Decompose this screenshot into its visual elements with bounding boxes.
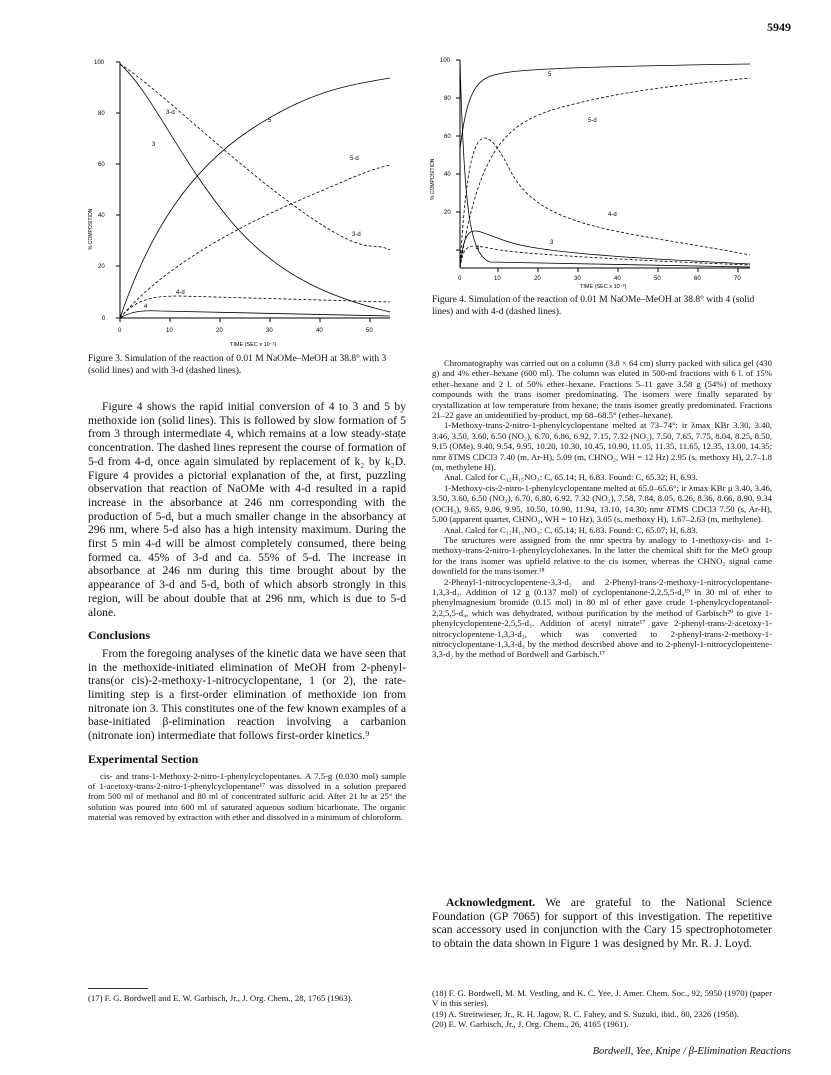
left-footnotes	[88, 988, 406, 1003]
figure-4-plot	[420, 50, 760, 290]
fig3-curve-4	[120, 311, 390, 318]
experimental-paragraph: cis- and trans-1-Methoxy-2-nitro-1-phenylcyclopentanes. A 7.5-g (0.030 mol) sample of 1-acetoxy-trans-2-nitro-1-phenylcyclopentane¹⁷ was dissolved in a solution prepared from 500 ml of methanol and 80 ml of concentrated sulfuric acid. After 21 hr at 25° the solution was poured into 600 ml of saturated aqueous sodium bicarbonate. The organic material was removed by extraction with ether and dissolved in a minimum of chloroform.	[88, 770, 406, 823]
fig4-xtick: 0	[458, 276, 462, 282]
fig3-xtick: 40	[316, 328, 323, 334]
fig4-xtick: 50	[654, 276, 661, 282]
footnote-19: (19) A. Streitwieser, Jr., R. H. Jagow, R. C. Fahey, and S. Suzuki, ibid., 80, 2326 (1958).	[432, 1008, 739, 1019]
fig4-curve-5d	[460, 78, 750, 268]
fig4-ylabel: % COMPOSITION	[430, 158, 436, 200]
analysis-paragraph: Anal. Calcd for C₁₂H₁₅NO₃: C, 65.14; H, 6.83. Found: C, 65.32; H, 6.93.	[444, 472, 698, 483]
fig4-xlabel: TIME (SEC x 10⁻²)	[580, 284, 627, 290]
fig3-xtick: 50	[366, 328, 373, 334]
fig4-ytick: 40	[444, 172, 451, 178]
fig4-ytick: 20	[444, 210, 451, 216]
footnote-17: (17) F. G. Bordwell and E. W. Garbisch, Jr., J. Org. Chem., 28, 1765 (1963).	[88, 993, 353, 1003]
fig4-label: 5-d	[588, 118, 597, 124]
fig4-ytick: 100	[440, 58, 451, 64]
analysis-paragraph: Anal. Calcd for C₁₂H₁₅NO₃: C, 65.14; H, 6.83. Found: C, 65.07; H, 6.83.	[444, 524, 698, 535]
fig3-ytick: 20	[98, 264, 105, 270]
fig4-curve-5	[460, 64, 750, 150]
fig3-curve-5	[120, 78, 390, 318]
fig4-xtick: 30	[574, 276, 581, 282]
conclusions-heading: Conclusions	[88, 628, 151, 643]
fig3-axes	[116, 62, 390, 322]
footnote-rule	[88, 988, 148, 989]
fig4-label: 4	[476, 246, 480, 252]
fig3-ytick: 40	[98, 213, 105, 219]
body-paragraph: From the foregoing analyses of the kinetic data we have seen that in the methoxide-initiated elimination of MeOH from 2-phenyl-trans(or cis)-2-methoxy-1-nitrocyclopentane, 1 (or 2), the rate-limiting step is a first-order elimination of methoxide ion from nitronate ion 3. This constitutes one of the few known examples of a base-initiated β-elimination reaction involving a carbanion (nitronate ion) intermediate that follows first-order kinetics.⁹	[88, 646, 406, 743]
fig4-curve-3d	[460, 246, 750, 268]
deuterated-synthesis-paragraph: 2-Phenyl-1-nitrocyclopentene-3,3-d₂ and 2-Phenyl-trans-2-methoxy-1-nitrocyclopentane-1,3,3-d₃. Addition of 12 g (0.137 mol) of cyclopentanone-2,2,5,5-d₄¹⁹ in 30 ml of ether to phenylmagnesium bromide (0.15 mol) in 80 ml of ether gave crude 1-phenylcyclopentanol-2,2,5,5-d₄, which was dehydrated, without purification by the method of Garbisch²⁰ to give 1-phenylcyclopentene-2,5,5-d₃. Addition of acetyl nitrate¹⁷ gave 2-phenyl-trans-2-acetoxy-1-nitrocyclopentene-1,3,3-d₃, which was converted to 2-phenyl-trans-2-methoxy-1-nitrocyclopentane-1,3,3-d₃ by the method described above and to 2-phenyl-1-nitrocyclopentene-3,3-d₂ by the method of Bordwell and Garbisch.¹⁷	[432, 576, 772, 660]
cis-isomer-paragraph: 1-Methoxy-cis-2-nitro-1-phenylcyclopentane melted at 65.0–65.6°; ir λmax KBr μ 3.40, 3.46, 3.50, 3.60, 6.50 (NO₂), 6.70, 6.80, 6.92, 7.32 (NO₂), 7.58, 7.84, 8.05, 8.26, 8.36, 8.66, 8.90, 9.34 (OCH₃), 9.65, 9.86, 9.95, 10.50, 10.90, 11.94, 13.10, 14.30; nmr δTMS CDCl3 7.50 (s, Ar-H), 5.00 (apparent quartet, CHNO₂, WH = 10 Hz), 3.05 (s, methoxy H), 1.67–2.63 (m, methylene).	[432, 482, 772, 525]
figure-4-caption: Figure 4. Simulation of the reaction of 0.01 M NaOMe–MeOH at 38.8° with 4 (solid lines) and with 4-d (dashed lines).	[432, 295, 755, 317]
fig3-label: 5	[268, 118, 272, 124]
fig4-xtick: 10	[494, 276, 501, 282]
footnote-20: (20) E. W. Garbisch, Jr., J. Org. Chem., 26, 4165 (1961).	[432, 1019, 629, 1030]
trans-isomer-paragraph: 1-Methoxy-trans-2-nitro-1-phenylcyclopentane melted at 73–74°: ir λmax KBr 3.30, 3.40, 3.46, 3.50, 3.60, 6.50 (NO₂), 6.70, 6.86, 6.92, 7.15, 7.32 (NO₂), 7.50, 7.65, 7.75, 8.04, 8.25, 8.50, 9.15 (OMe), 9.40, 9.54, 9.95, 10.20, 10.30, 10.45, 10.90, 11.05, 11.35, 11.65, 12.35, 13.00, 14.35; nmr δTMS CDCl3 7.40 (m, Ar-H), 5.09 (m, CHNO₂, WH = 12 Hz) 2.95 (s, methoxy H), 2.7–1.8 (m, methylene H).	[432, 420, 773, 473]
fig3-xtick: 10	[166, 328, 173, 334]
fig3-curve-3	[120, 64, 390, 312]
fig3-xlabel: TIME (SEC x 10⁻²)	[230, 342, 277, 348]
footnote-18: (18) F. G. Bordwell, M. M. Vestling, and K. C. Yee, J. Amer. Chem. Soc., 92, 5950 (1970) (paper V in this series).	[432, 988, 772, 1009]
fig3-ytick: 80	[98, 111, 105, 117]
fig3-xtick: 30	[266, 328, 273, 334]
fig3-label: 4	[144, 304, 148, 310]
fig3-ytick: 60	[98, 162, 105, 168]
running-footer: Bordwell, Yee, Knipe / β-Elimination Reactions	[592, 1046, 791, 1057]
fig3-xtick: 20	[216, 328, 223, 334]
fig3-label: 3	[152, 142, 156, 148]
fig3-label: 5-d	[350, 156, 359, 162]
fig4-label: 3	[550, 240, 554, 246]
figure-3-plot	[80, 50, 400, 350]
fig3-label: 3-d	[166, 110, 175, 116]
right-column	[432, 358, 772, 660]
fig3-xtick: 0	[118, 328, 122, 334]
fig4-label: 5	[548, 72, 552, 78]
fig4-xtick: 40	[614, 276, 621, 282]
body-paragraph: Figure 4 shows the rapid initial conversion of 4 to 3 and 5 by methoxide ion (solid lines). This is followed by slow formation of 5 from 3 through intermediate 4, which remains at a low steady-state concentration. The dashed lines represent the course of formation of 5-d from 4-d, once again simulated by replacement of k₂ by k₂D. Figure 4 provides a pictorial explanation of the, at first, puzzling observation that reaction of NaOMe with 4-d resulted in a rapid increase in the absorbance at 246 nm corresponding with the production of 5-d, but a much smaller change in the absorbancy at 296 nm, where 5-d also has a high intensity maximum. During the first 5 min 4-d will be almost completely consumed, there being formed ca. 45% of 3-d and ca. 55% of 5-d. The increase in absorbance at 246 nm during this time brought about by the appearance of 3-d and 5-d, both of which absorb strongly in this region, will be about double that at 296 nm, which is due to 5-d alone.	[88, 400, 406, 619]
right-footnotes	[432, 988, 772, 1030]
fig3-curve-4d	[120, 296, 390, 318]
fig4-xtick: 70	[734, 276, 741, 282]
fig3-curve-5d	[120, 165, 390, 318]
fig4-label: 4-d	[608, 212, 617, 218]
fig3-ytick: 100	[94, 60, 105, 66]
page-number: 5949	[767, 20, 791, 34]
fig4-xtick: 60	[694, 276, 701, 282]
fig4-curve-4d	[460, 138, 750, 268]
fig4-xtick: 20	[534, 276, 541, 282]
fig4-curve-4	[460, 60, 750, 267]
fig3-ytick: 0	[102, 316, 106, 322]
acknowledgment	[432, 896, 772, 951]
fig3-ylabel: % COMPOSITION	[88, 208, 94, 250]
ack-heading: Acknowledgment.	[446, 896, 536, 909]
fig4-ytick: 60	[444, 134, 451, 140]
ack-text: We are grateful to the National Science Foundation (GP 7065) for support of this investigation. The repetitive scan accessory used in conjunction with the Cary 15 spectrophotometer to obtain the data shown in Figure 1 was designed by Mr. R. J. Loyd.	[432, 896, 772, 951]
left-column	[88, 400, 406, 823]
fig4-ytick: 80	[444, 96, 451, 102]
fig3-label: 4-d	[176, 290, 185, 296]
figure-3-caption: Figure 3. Simulation of the reaction of 0.01 M NaOMe–MeOH at 38.8° with 3 (solid lines) and with 3-d (dashed lines).	[88, 354, 387, 376]
experimental-heading: Experimental Section	[88, 751, 199, 766]
chromatography-paragraph: Chromatography was carried out on a column (3.8 × 64 cm) slurry packed with silica gel (430 g) and 4% ether–hexane (600 ml). The column was eluted in 500-ml fractions with 6 l. of 15% ether–hexane and 2 l. of 50% ether–hexane. Fractions 5–11 gave 3.58 g (54%) of methoxy compounds with the trans isomer predominating. The isomers were finally separated by crystallization at low temperature from hexane; the trans isomer greatly predominated. Fractions 21–22 gave an unidentified by-product, mp 68–68.5° (ether–hexane).	[432, 358, 772, 421]
fig3-label: 3-d	[352, 232, 361, 238]
structure-paragraph: The structures were assigned from the nmr spectra by analogy to 1-methoxy-cis- and 1-methoxy-trans-2-nitro-1-phenylcyclohexanes. In the latter the chemical shift for the MeO group for the trans isomer was upfield relative to the cis isomer, whereas the CHNO₂ signal came downfield for the trans isomer.¹⁸	[432, 534, 772, 577]
